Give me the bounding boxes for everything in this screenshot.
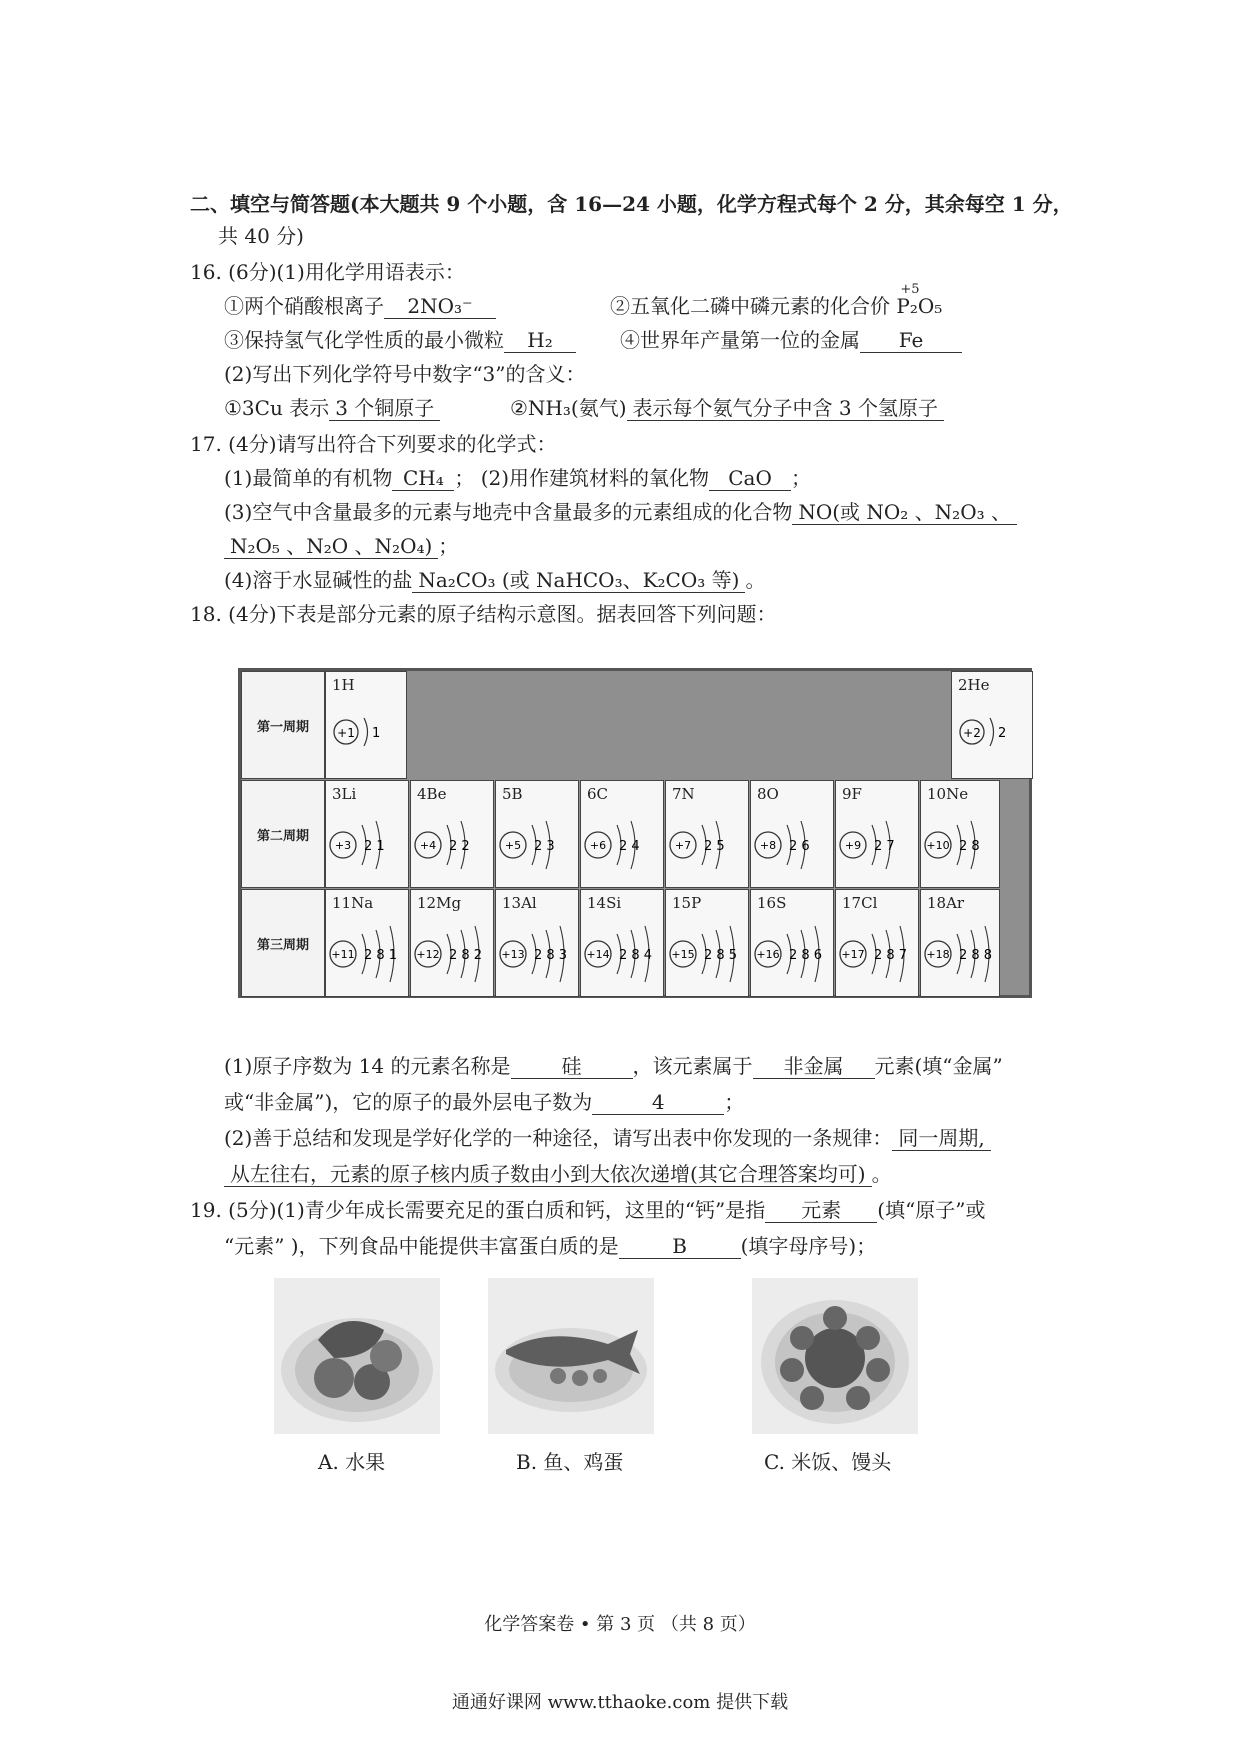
- electron-shells: 2 6: [789, 839, 810, 854]
- q16-row1: ①两个硝酸根离子 2NO₃⁻: [224, 292, 496, 320]
- nucleus-charge: +17: [841, 948, 865, 961]
- element-label: 4Be: [417, 785, 447, 803]
- source-credit: 通通好课网 www.tthaoke.com 提供下载: [451, 1692, 789, 1713]
- atom-diagram: [581, 781, 665, 889]
- atom-diagram: [751, 890, 835, 998]
- electron-shells: 1: [372, 726, 381, 741]
- table-gap: [407, 671, 951, 779]
- element-label: 10Ne: [927, 785, 969, 803]
- fish-egg-image: [488, 1278, 654, 1434]
- q16-answer-c: H₂: [504, 328, 576, 353]
- electron-shells: 2 2: [449, 839, 470, 854]
- element-cell: [325, 780, 409, 888]
- atom-diagram: [952, 672, 1034, 780]
- option-a-label: A. 水果: [318, 1450, 386, 1474]
- atom-diagram: [666, 781, 750, 889]
- element-label: 2He: [958, 676, 990, 694]
- atom-diagram: [836, 781, 920, 889]
- element-cell: [835, 780, 919, 888]
- electron-shells: 2 8 7: [874, 948, 908, 963]
- element-cell: [750, 780, 834, 888]
- electron-shells: 2 8 2: [449, 948, 483, 963]
- q17-answer-c2: N₂O₅ 、N₂O 、N₂O₄): [224, 534, 438, 559]
- q16-part2: (2)写出下列化学符号中数字“3”的含义：: [224, 362, 586, 386]
- element-cell: [835, 889, 919, 997]
- q17-answer-b: CaO: [709, 466, 791, 491]
- atom-diagram: [496, 781, 580, 889]
- element-cell: [495, 889, 579, 997]
- element-label: 8O: [757, 785, 779, 803]
- period-label: 第三周期: [241, 889, 325, 997]
- rice-bun-image: [752, 1278, 918, 1434]
- element-label: 3Li: [332, 785, 357, 803]
- electron-shells: 2 8 4: [619, 948, 653, 963]
- electron-shells: 2 8 5: [704, 948, 738, 963]
- electron-shells: 2 8 8: [959, 948, 993, 963]
- nucleus-charge: +9: [844, 839, 862, 852]
- electron-shells: 2 3: [534, 839, 555, 854]
- option-c-label: C. 米饭、馒头: [764, 1450, 892, 1474]
- period-label: 第一周期: [241, 671, 325, 779]
- q19-stem: 19. (5分)(1)青少年成长需要充足的蛋白质和钙，这里的“钙”是指 元素 (填“原子”或: [190, 1198, 986, 1222]
- nucleus-charge: +15: [671, 948, 695, 961]
- element-cell: [580, 889, 664, 997]
- section-heading: 二、填空与简答题(本大题共 9 个小题，含 16—24 小题，化学方程式每个 2 分，其余每空 1 分，: [190, 192, 1073, 216]
- atom-diagram: [666, 890, 750, 998]
- atom-diagram: [581, 890, 665, 998]
- q18-answer-5: 从左往右，元素的原子核内质子数由小到大依次递增(其它合理答案均可): [224, 1162, 872, 1187]
- q18-answer-3: 4: [592, 1090, 724, 1115]
- element-cell: [410, 889, 494, 997]
- q16-answer-a: 2NO₃⁻: [384, 294, 496, 319]
- q18-part2: (2)善于总结和发现是学好化学的一种途径，请写出表中你发现的一条规律： 同一周期,: [224, 1124, 991, 1152]
- period-label: 第二周期: [241, 780, 325, 888]
- electron-shells: 2 8: [959, 839, 980, 854]
- element-label: 7N: [672, 785, 695, 803]
- q16-answer-b: +5 P₂O₅: [896, 292, 942, 320]
- element-label: 16S: [757, 894, 787, 912]
- q16-row3: ①3Cu 表示 3 个铜原子: [224, 394, 440, 422]
- element-cell: [920, 780, 1000, 888]
- element-label: 1H: [332, 676, 355, 694]
- atom-diagram: [921, 890, 1005, 998]
- element-label: 15P: [672, 894, 702, 912]
- element-label: 9F: [842, 785, 862, 803]
- q16-answer-d: Fe: [860, 328, 962, 353]
- element-cell: [951, 671, 1033, 779]
- nucleus-charge: +12: [416, 948, 440, 961]
- element-label: 17Cl: [842, 894, 878, 912]
- q17-stem: 17. (4分)请写出符合下列要求的化学式：: [190, 432, 557, 456]
- nucleus-charge: +1: [337, 726, 355, 740]
- electron-shells: 2 7: [874, 839, 895, 854]
- atom-diagram: [411, 781, 495, 889]
- q16-row1-b: ②五氧化二磷中磷元素的化合价 +5 P₂O₅: [610, 292, 942, 320]
- nucleus-charge: +10: [926, 839, 950, 852]
- element-cell: [325, 671, 407, 779]
- q16-charge: +5: [900, 282, 920, 297]
- q16-row2: ③保持氢气化学性质的最小微粒 H₂: [224, 326, 576, 354]
- q17-row2: (3)空气中含量最多的元素与地壳中含量最多的元素组成的化合物 NO(或 NO₂ 、N₂O₃ 、: [224, 498, 1017, 526]
- q18-part1: (1)原子序数为 14 的元素名称是 硅 ，该元素属于 非金属 元素(填“金属”: [224, 1054, 1003, 1078]
- q18-answer-1: 硅: [511, 1054, 633, 1079]
- atom-diagram: [411, 890, 495, 998]
- electron-shells: 2 8 3: [534, 948, 568, 963]
- nucleus-charge: +6: [589, 839, 607, 852]
- electron-shells: 2 4: [619, 839, 640, 854]
- element-label: 11Na: [332, 894, 374, 912]
- electron-shells: 2 8 6: [789, 948, 823, 963]
- nucleus-charge: +18: [926, 948, 950, 961]
- nucleus-charge: +16: [756, 948, 780, 961]
- atom-diagram: [326, 672, 408, 780]
- element-label: 6C: [587, 785, 609, 803]
- element-cell: [410, 780, 494, 888]
- element-label: 12Mg: [417, 894, 462, 912]
- nucleus-charge: +5: [504, 839, 522, 852]
- atom-diagram: [326, 890, 410, 998]
- q18-stem: 18. (4分)下表是部分元素的原子结构示意图。据表回答下列问题：: [190, 602, 777, 626]
- q19-answer-1: 元素: [765, 1198, 877, 1223]
- element-label: 13Al: [502, 894, 537, 912]
- atom-diagram: [921, 781, 1005, 889]
- periodic-table: [238, 668, 1032, 998]
- nucleus-charge: +11: [331, 948, 355, 961]
- nucleus-charge: +14: [586, 948, 610, 961]
- q18-answer-2: 非金属: [753, 1054, 875, 1079]
- fruit-image: [274, 1278, 440, 1434]
- element-label: 18Ar: [927, 894, 965, 912]
- page-footer: 化学答案卷 • 第 3 页 （共 8 页）: [484, 1614, 756, 1635]
- electron-shells: 2 1: [364, 839, 385, 854]
- section-heading-cont: 共 40 分): [218, 224, 304, 248]
- nucleus-charge: +7: [674, 839, 692, 852]
- option-b-label: B. 鱼、鸡蛋: [516, 1450, 624, 1474]
- element-label: 14Si: [587, 894, 622, 912]
- q19-stem-cont: “元素” )，下列食品中能提供丰富蛋白质的是 B (填字母序号)；: [224, 1234, 877, 1258]
- element-label: 5B: [502, 785, 523, 803]
- nucleus-charge: +13: [501, 948, 525, 961]
- q18-answer-4: 同一周期,: [892, 1126, 990, 1151]
- nucleus-charge: +4: [419, 839, 437, 852]
- q19-answer-2: B: [619, 1234, 741, 1259]
- q17-answer-d: Na₂CO₃ (或 NaHCO₃、K₂CO₃ 等): [412, 568, 745, 593]
- q17-row1: (1)最简单的有机物 CH₄ ； (2)用作建筑材料的氧化物 CaO ；: [224, 466, 812, 490]
- element-cell: [665, 889, 749, 997]
- q18-part2-cont: 从左往右，元素的原子核内质子数由小到大依次递增(其它合理答案均可) 。: [224, 1160, 892, 1188]
- q17-row3: N₂O₅ 、N₂O 、N₂O₄) ；: [224, 532, 458, 560]
- atom-diagram: [836, 890, 920, 998]
- atom-diagram: [751, 781, 835, 889]
- q16-stem: 16. (6分)(1)用化学用语表示：: [190, 260, 465, 284]
- q16-answer-f: 表示每个氨气分子中含 3 个氢原子: [627, 396, 944, 421]
- q18-part1-cont: 或“非金属”)，它的原子的最外层电子数为 4 ；: [224, 1090, 745, 1114]
- element-cell: [750, 889, 834, 997]
- q17-answer-a: CH₄: [392, 466, 454, 491]
- nucleus-charge: +8: [759, 839, 777, 852]
- element-cell: [920, 889, 1000, 997]
- element-cell: [580, 780, 664, 888]
- q16-row3-f: ②NH₃(氨气) 表示每个氨气分子中含 3 个氢原子: [510, 394, 944, 422]
- q16-answer-e: 3 个铜原子: [329, 396, 440, 421]
- nucleus-charge: +3: [334, 839, 352, 852]
- q17-answer-c1: NO(或 NO₂ 、N₂O₃ 、: [792, 500, 1017, 525]
- element-cell: [665, 780, 749, 888]
- nucleus-charge: +2: [963, 726, 981, 740]
- electron-shells: 2: [998, 726, 1007, 741]
- atom-diagram: [496, 890, 580, 998]
- electron-shells: 2 5: [704, 839, 725, 854]
- q16-row2-d: ④世界年产量第一位的金属 Fe: [620, 326, 962, 354]
- element-cell: [325, 889, 409, 997]
- q17-row4: (4)溶于水显碱性的盐 Na₂CO₃ (或 NaHCO₃、K₂CO₃ 等) 。: [224, 568, 766, 592]
- electron-shells: 2 8 1: [364, 948, 398, 963]
- element-cell: [495, 780, 579, 888]
- atom-diagram: [326, 781, 410, 889]
